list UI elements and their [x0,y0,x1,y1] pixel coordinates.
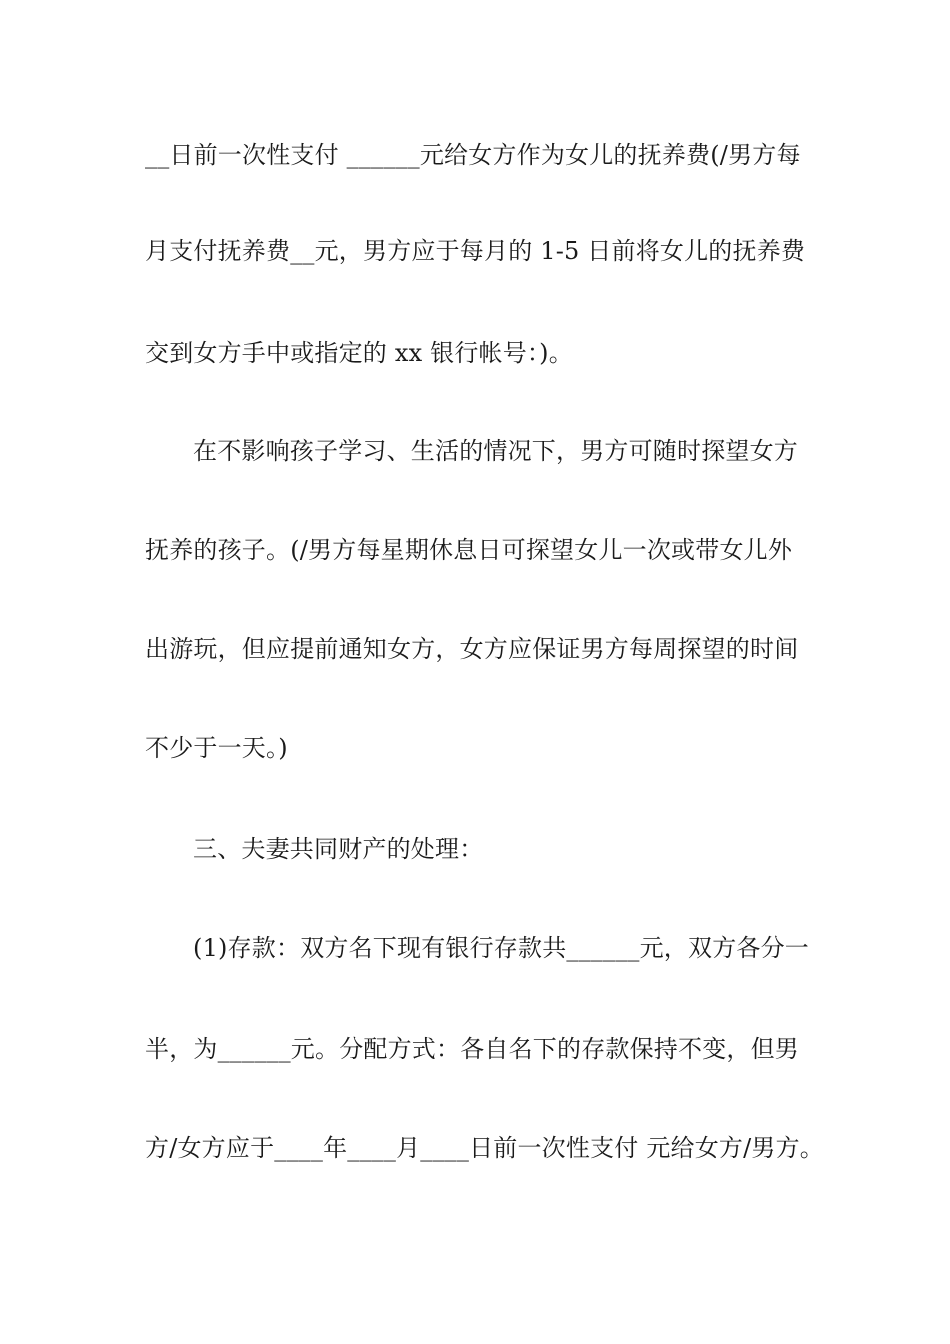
paragraph-line-3: 交到女方手中或指定的 xx 银行帐号：)。 [145,339,573,367]
paragraph-line-4: 在不影响孩子学习、生活的情况下，男方可随时探望女方 [193,437,798,465]
paragraph-line-9: (1)存款：双方名下现有银行存款共______元，双方各分一 [193,934,809,962]
paragraph-line-5: 抚养的孩子。(/男方每星期休息日可探望女儿一次或带女儿外 [145,536,793,564]
paragraph-line-6: 出游玩，但应提前通知女方，女方应保证男方每周探望的时间 [145,635,799,663]
section-heading: 三、夫妻共同财产的处理： [193,835,484,863]
paragraph-line-10: 半，为______元。分配方式：各自名下的存款保持不变，但男 [145,1035,799,1063]
paragraph-line-2: 月支付抚养费__元，男方应于每月的 1-5 日前将女儿的抚养费 [145,237,806,265]
paragraph-line-1: __日前一次性支付 ______元给女方作为女儿的抚养费(/男方每 [145,141,801,169]
paragraph-line-7: 不少于一天。) [145,734,288,762]
paragraph-line-11: 方/女方应于____年____月____日前一次性支付 元给女方/男方。 [145,1134,824,1162]
